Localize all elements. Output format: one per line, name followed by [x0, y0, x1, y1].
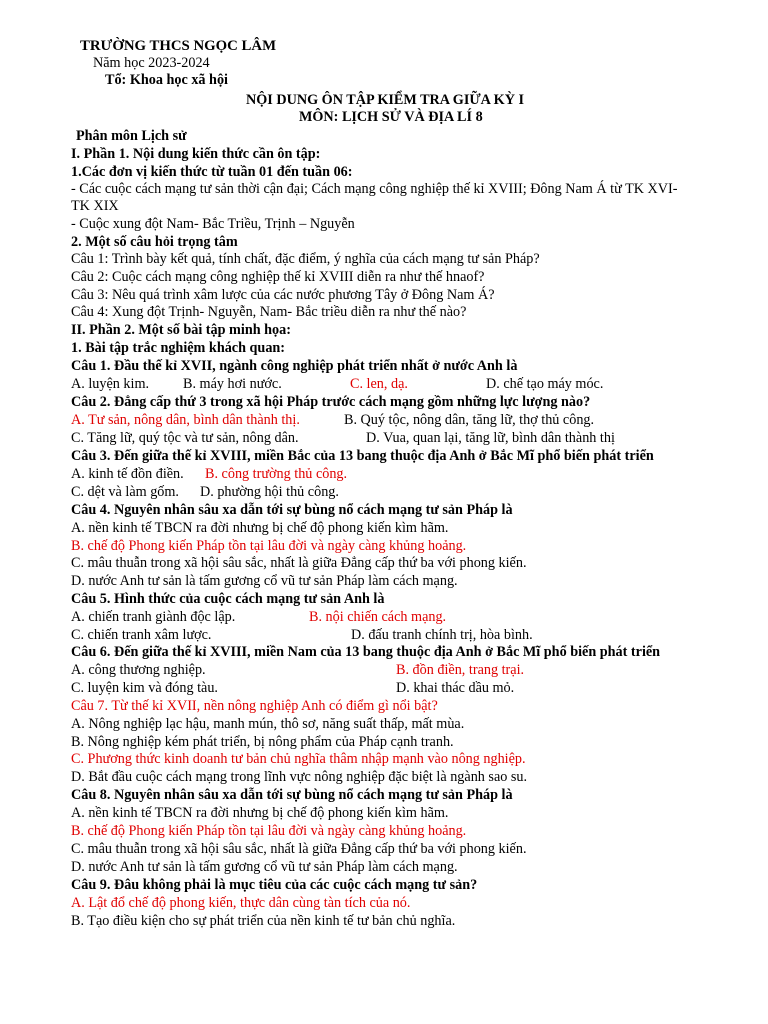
doc-title: NỘI DUNG ÔN TẬP KIỂM TRA GIỮA KỲ I	[246, 92, 525, 108]
key-question: Câu 1: Trình bày kết quả, tính chất, đặc điểm, ý nghĩa của cách mạng tư sản Pháp?	[71, 251, 540, 267]
question-stem: Câu 4. Nguyên nhân sâu xa dẫn tới sự bùng nổ cách mạng tư sản Pháp là	[71, 502, 513, 518]
part2-heading: II. Phần 2. Một số bài tập minh họa:	[71, 322, 291, 338]
option-c: C. dệt và làm gốm.	[71, 484, 179, 500]
option-b: B. Nông nghiệp kém phát triển, bị nông phẩm của Pháp cạnh tranh.	[71, 734, 454, 750]
option-b-correct: B. công trường thủ công.	[205, 466, 348, 482]
question-stem: Câu 1. Đầu thế kỉ XVII, ngành công nghiệp phát triển nhất ở nước Anh là	[71, 358, 518, 374]
question-stem: Câu 7. Từ thế kỉ XVII, nền nông nghiệp Anh có điểm gì nổi bật?	[71, 698, 438, 714]
unit-line: - Các cuộc cách mạng tư sản thời cận đại; Cách mạng công nghiệp thế kỉ XVIII; Đông Nam Á từ TK XVI-	[71, 181, 678, 197]
option-a: A. nền kinh tế TBCN ra đời nhưng bị chế độ phong kiến kìm hãm.	[71, 805, 449, 821]
mcq-heading: 1. Bài tập trắc nghiệm khách quan:	[71, 340, 286, 356]
question-stem: Câu 5. Hình thức của cuộc cách mạng tư sản Anh là	[71, 591, 385, 607]
option-a: A. kinh tế đồn điền.	[71, 466, 184, 482]
unit-line: - Cuộc xung đột Nam- Bắc Triều, Trịnh – Nguyễn	[71, 216, 355, 232]
option-d: D. đấu tranh chính trị, hòa bình.	[351, 627, 533, 643]
question-stem: Câu 6. Đến giữa thế kỉ XVIII, miền Nam của 13 bang thuộc địa Anh ở Bắc Mĩ phổ biến phát triển	[71, 644, 661, 660]
key-questions-heading: 2. Một số câu hỏi trọng tâm	[71, 234, 238, 250]
option-d: D. nước Anh tư sản là tấm gương cổ vũ tư sản Pháp làm cách mạng.	[71, 859, 458, 875]
option-d: D. chế tạo máy móc.	[486, 376, 604, 392]
option-d: D. Bắt đầu cuộc cách mạng trong lĩnh vực nông nghiệp đặc biệt là ngành sao su.	[71, 769, 528, 785]
option-b-correct: B. nội chiến cách mạng.	[309, 609, 447, 625]
option-c: C. chiến tranh xâm lược.	[71, 627, 212, 643]
key-question: Câu 3: Nêu quá trình xâm lược của các nước phương Tây ở Đông Nam Á?	[71, 287, 495, 303]
option-a: A. công thương nghiệp.	[71, 662, 206, 678]
key-question: Câu 4: Xung đột Trịnh- Nguyễn, Nam- Bắc triều diễn ra như thế nào?	[71, 304, 467, 320]
units-heading: 1.Các đơn vị kiến thức từ tuần 01 đến tuần 06:	[71, 164, 353, 180]
option-d: D. khai thác dầu mỏ.	[396, 680, 515, 696]
option-b-correct: B. chế độ Phong kiến Pháp tồn tại lâu đời và ngày càng khủng hoảng.	[71, 823, 467, 839]
option-c: C. mâu thuẫn trong xã hội sâu sắc, nhất là giữa Đẳng cấp thứ ba với phong kiến.	[71, 555, 527, 571]
option-b: B. Quý tộc, nông dân, tăng lữ, thợ thủ công.	[344, 412, 595, 428]
option-a: A. nền kinh tế TBCN ra đời nhưng bị chế độ phong kiến kìm hãm.	[71, 520, 449, 536]
option-b: B. máy hơi nước.	[183, 376, 282, 392]
school-year: Năm học 2023-2024	[93, 55, 210, 71]
option-a-correct: A. Tư sản, nông dân, bình dân thành thị.	[71, 412, 300, 428]
key-question: Câu 2: Cuộc cách mạng công nghiệp thế kỉ XVIII diễn ra như thế hnaof?	[71, 269, 485, 285]
option-d: D. Vua, quan lại, tăng lữ, bình dân thành thị	[366, 430, 615, 446]
option-c-correct: C. len, dạ.	[350, 376, 408, 392]
question-stem: Câu 2. Đẳng cấp thứ 3 trong xã hội Pháp trước cách mạng gồm những lực lượng nào?	[71, 394, 591, 410]
department: Tổ: Khoa học xã hội	[105, 72, 228, 88]
part1-heading: I. Phần 1. Nội dung kiến thức cần ôn tập:	[71, 146, 321, 162]
question-stem: Câu 9. Đâu không phải là mục tiêu của các cuộc cách mạng tư sản?	[71, 877, 478, 893]
option-a: A. luyện kim.	[71, 376, 150, 392]
question-stem: Câu 3. Đến giữa thế kỉ XVIII, miền Bắc của 13 bang thuộc địa Anh ở Bắc Mĩ phổ biến phát triển	[71, 448, 654, 464]
option-c: C. mâu thuẫn trong xã hội sâu sắc, nhất là giữa Đẳng cấp thứ ba với phong kiến.	[71, 841, 527, 857]
option-b-correct: B. chế độ Phong kiến Pháp tồn tại lâu đời và ngày càng khủng hoảng.	[71, 538, 467, 554]
option-b: B. Tạo điều kiện cho sự phát triển của nền kinh tế tư bản chủ nghĩa.	[71, 913, 456, 929]
option-c: C. Tăng lữ, quý tộc và tư sản, nông dân.	[71, 430, 299, 446]
option-a: A. Nông nghiệp lạc hậu, manh mún, thô sơ, năng suất thấp, mất mùa.	[71, 716, 465, 732]
question-stem: Câu 8. Nguyên nhân sâu xa dẫn tới sự bùng nổ cách mạng tư sản Pháp là	[71, 787, 513, 803]
doc-subtitle: MÔN: LỊCH SỬ VÀ ĐỊA LÍ 8	[299, 109, 483, 125]
subject-heading: Phân môn Lịch sử	[76, 128, 187, 144]
option-d: D. nước Anh tư sản là tấm gương cổ vũ tư sản Pháp làm cách mạng.	[71, 573, 458, 589]
option-c-correct: C. Phương thức kinh doanh tư bản chủ nghĩa thâm nhập mạnh vào nông nghiệp.	[71, 751, 526, 767]
option-b-correct: B. đồn điền, trang trại.	[396, 662, 525, 678]
unit-line: TK XIX	[71, 198, 119, 214]
option-a: A. chiến tranh giành độc lập.	[71, 609, 236, 625]
school-name: TRƯỜNG THCS NGỌC LÂM	[80, 38, 277, 54]
option-a-correct: A. Lật đổ chế độ phong kiến, thực dân cùng tàn tích của nó.	[71, 895, 411, 911]
option-c: C. luyện kim và đóng tàu.	[71, 680, 218, 696]
option-d: D. phường hội thủ công.	[200, 484, 339, 500]
